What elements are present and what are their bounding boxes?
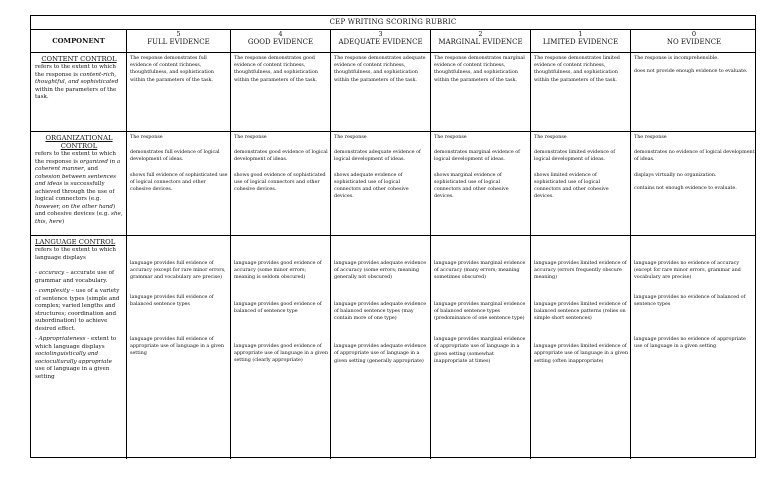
language-cell-text: language provides no evidence of balanced of sentence types <box>634 293 746 307</box>
content-desc-emphasis: content-rich, thoughtful, and sophisticated <box>35 71 119 85</box>
organization-cell-text: demonstrates good evidence of logical development of ideas. <box>234 149 328 163</box>
content-cell-0 <box>631 53 757 131</box>
content-cell-4: The response demonstrates good evidence of content richness, thoughtfulness, and sophistication within the parameters of the task. <box>234 55 318 83</box>
organization-lead: The response <box>534 134 567 140</box>
language-term: Appropriateness <box>38 336 86 342</box>
level-header-0 <box>631 30 757 52</box>
content-cell-1: The response demonstrates limited evidence of content richness, thoughtfulness, and sophistication within the parameters of the task. <box>534 55 620 83</box>
level-label: ADEQUATE EVIDENCE <box>338 38 423 46</box>
language-cell-1 <box>531 236 630 458</box>
content-cell-2: The response demonstrates marginal evidence of content richness, thoughtfulness, and sophistication within the parameters of the task. <box>434 55 525 83</box>
organization-cell-4 <box>231 132 330 235</box>
organization-desc-emphasis: she, this, here <box>35 211 123 225</box>
organization-cell-1 <box>531 132 630 235</box>
level-score: 3 <box>378 30 383 38</box>
organization-cell-text: demonstrates full evidence of logical development of ideas. <box>130 149 220 163</box>
organization-desc: ) and cohesive devices (e.g. <box>35 203 116 217</box>
language-cell-text: language provides full evidence of balanced sentence types <box>130 293 214 307</box>
organization-lead: The response <box>434 134 467 140</box>
organization-cell-0 <box>631 132 757 235</box>
content-cell-5: The response demonstrates full evidence of content richness, thoughtfulness, and sophistication within the parameters of the task. <box>130 55 214 83</box>
level-header-2 <box>431 30 530 52</box>
organization-cell-text: demonstrates adequate evidence of logical development of ideas. <box>334 149 421 163</box>
organization-lead: The response <box>334 134 367 140</box>
organization-heading-cell <box>31 132 126 235</box>
language-cell-text: language provides adequate evidence of appropriate use of language in a given setting (generally appropriate) <box>334 343 427 364</box>
language-cell-text: language provides adequate evidence of balanced sentence types (may contain more of one type) <box>334 300 427 322</box>
content-control-title: CONTENT CONTROL <box>41 55 117 63</box>
language-cell-5 <box>127 236 230 458</box>
level-header-3 <box>331 30 430 52</box>
organization-cell-3 <box>331 132 430 235</box>
language-item-text: – accurate use of grammar and vocabulary. <box>35 270 115 284</box>
organization-cell-text: shows marginal evidence of sophisticated use of logical connectors and other cohesive devices. <box>434 171 509 200</box>
language-cell-text: language provides good evidence of accuracy (some minor errors; meaning is seldom obscured) <box>234 260 322 281</box>
organization-desc: , and <box>83 166 98 172</box>
level-score: 5 <box>176 30 181 38</box>
organization-cell-text: demonstrates limited evidence of logical development of ideas. <box>534 149 616 163</box>
content-cell-0-text: The response is incomprehensible. <box>634 55 719 61</box>
language-item-accuracy: - accuracy – accurate use of grammar and vocabulary. <box>35 270 115 284</box>
level-label: GOOD EVIDENCE <box>247 38 314 46</box>
organization-lead: The response <box>130 134 163 140</box>
organization-title: ORGANIZATIONAL CONTROL <box>45 134 113 150</box>
organization-cell-text: shows adequate evidence of sophisticated use of logical connectors and other cohesive devices. <box>334 171 409 200</box>
level-header-5 <box>127 30 230 52</box>
language-term: complexity <box>38 288 70 294</box>
language-item-text: – use of a variety of sentence types (simple and complex; varied lengths and structures; coordination and subordination) to achieve desired effect. <box>35 288 120 332</box>
organization-cell-text: contains not enough evidence to evaluate. <box>634 184 737 191</box>
content-cell-0-text: does not provide enough evidence to evaluate. <box>634 68 748 75</box>
component-header: COMPONENT <box>52 37 105 45</box>
level-label: MARGINAL EVIDENCE <box>438 38 523 46</box>
organization-desc: refers to the extent to which the response is <box>35 151 116 165</box>
language-cell-text: language provides full evidence of appropriate use of language in a given setting <box>130 336 224 357</box>
language-cell-text: language provides marginal evidence of balanced sentence types (predominance of one sentence type) <box>434 300 526 322</box>
organization-cell-text: displays virtually no organization. <box>634 171 717 178</box>
organization-lead: The response <box>634 134 667 140</box>
language-term: sociolinguistically and socioculturally appropriate <box>35 351 112 365</box>
level-header-1 <box>531 30 630 52</box>
organization-desc: ) <box>61 218 65 225</box>
level-label: NO EVIDENCE <box>666 38 722 46</box>
level-header-4 <box>231 30 330 52</box>
language-cell-text: language provides marginal evidence of appropriate use of language in a given setting (somewhat inappropriate at times) <box>434 336 526 364</box>
language-cell-4 <box>231 236 330 458</box>
language-cell-text: language provides marginal evidence of accuracy (many errors; meaning sometimes obscured) <box>434 260 526 281</box>
language-term: accuracy <box>38 270 65 276</box>
organization-cell-text: shows full evidence of sophisticated use of logical connectors and other cohesive devices. <box>130 171 228 193</box>
organization-desc-emphasis: however, on the other hand <box>35 203 113 210</box>
language-cell-2 <box>431 236 530 458</box>
organization-desc-emphasis: cohesion between sentences and ideas <box>35 173 117 187</box>
content-desc: refers to the extent to which the response is <box>35 64 116 78</box>
language-cell-text: language provides good evidence of appropriate use of language in a given setting (clearly appropriate) <box>234 343 328 364</box>
level-score: 1 <box>578 30 583 38</box>
rubric-title: CEP WRITING SCORING RUBRIC <box>31 16 755 30</box>
language-item-text: - extent to which language displays <box>35 336 117 350</box>
content-desc: within the parameters of the task. <box>35 86 117 100</box>
level-label: LIMITED EVIDENCE <box>542 38 619 46</box>
language-desc: refers to the extent to which language displays <box>35 247 116 261</box>
rubric-table <box>30 15 756 458</box>
organization-cell-5 <box>127 132 230 235</box>
language-cell-3 <box>331 236 430 458</box>
language-item-text: use of language in a given setting <box>35 366 110 380</box>
organization-desc: is successfully achieved through the use of logical connectors (e.g. <box>35 181 115 202</box>
language-cell-text: language provides full evidence of accuracy (except for rare minor errors, grammar and vocabulary are precise) <box>130 260 226 281</box>
level-score: 4 <box>278 30 283 38</box>
language-cell-text: language provides limited evidence of appropriate use of language in a given setting (often inappropriate) <box>534 343 628 364</box>
organization-desc-emphasis: organized in a coherent manner <box>35 158 121 172</box>
language-cell-text: language provides good evidence of balanced of sentence type <box>234 300 322 314</box>
organization-cell-text: demonstrates no evidence of logical development of ideas. <box>634 149 755 163</box>
language-cell-text: language provides adequate evidence of accuracy (some errors; meaning generally not obscured) <box>334 260 427 281</box>
level-score: 0 <box>691 30 697 38</box>
language-cell-text: language provides no evidence of appropriate use of language in a given setting <box>634 336 746 350</box>
language-cell-0 <box>631 236 757 458</box>
language-heading-cell <box>31 236 126 458</box>
content-cell-3: The response demonstrates adequate evidence of content richness, thoughtfulness, and sophistication within the parameters of the task. <box>334 55 426 83</box>
organization-cell-text: demonstrates marginal evidence of logical development of ideas. <box>434 149 520 163</box>
organization-cell-text: shows good evidence of sophisticated use of logical connectors and other cohesive devices. <box>234 171 326 193</box>
organization-lead: The response <box>234 134 267 140</box>
content-control-heading-cell <box>31 53 126 131</box>
language-title: LANGUAGE CONTROL <box>35 238 116 246</box>
level-label: FULL EVIDENCE <box>147 38 210 46</box>
language-cell-text: language provides no evidence of accuracy (except for rare minor errors, grammar and vocabulary are precise) <box>634 260 741 281</box>
organization-cell-2 <box>431 132 530 235</box>
language-cell-text: language provides limited evidence of balanced sentence patterns (relies on simple short sentences) <box>534 300 627 322</box>
language-item-complexity: - complexity – use of a variety of sentence types (simple and complex; varied lengths and structures; coordination and subordination) to achieve desired effect. <box>35 288 120 332</box>
level-score: 2 <box>478 30 483 38</box>
language-cell-text: language provides limited evidence of accuracy (errors frequently obscure meaning) <box>534 260 627 281</box>
language-item-appropriateness: - Appropriateness - extent to which language displays sociolinguistically and socioculturally appropriate use of language in a given setting <box>35 336 117 380</box>
organization-cell-text: shows limited evidence of sophisticated use of logical connectors and other cohesive devices. <box>534 171 609 200</box>
